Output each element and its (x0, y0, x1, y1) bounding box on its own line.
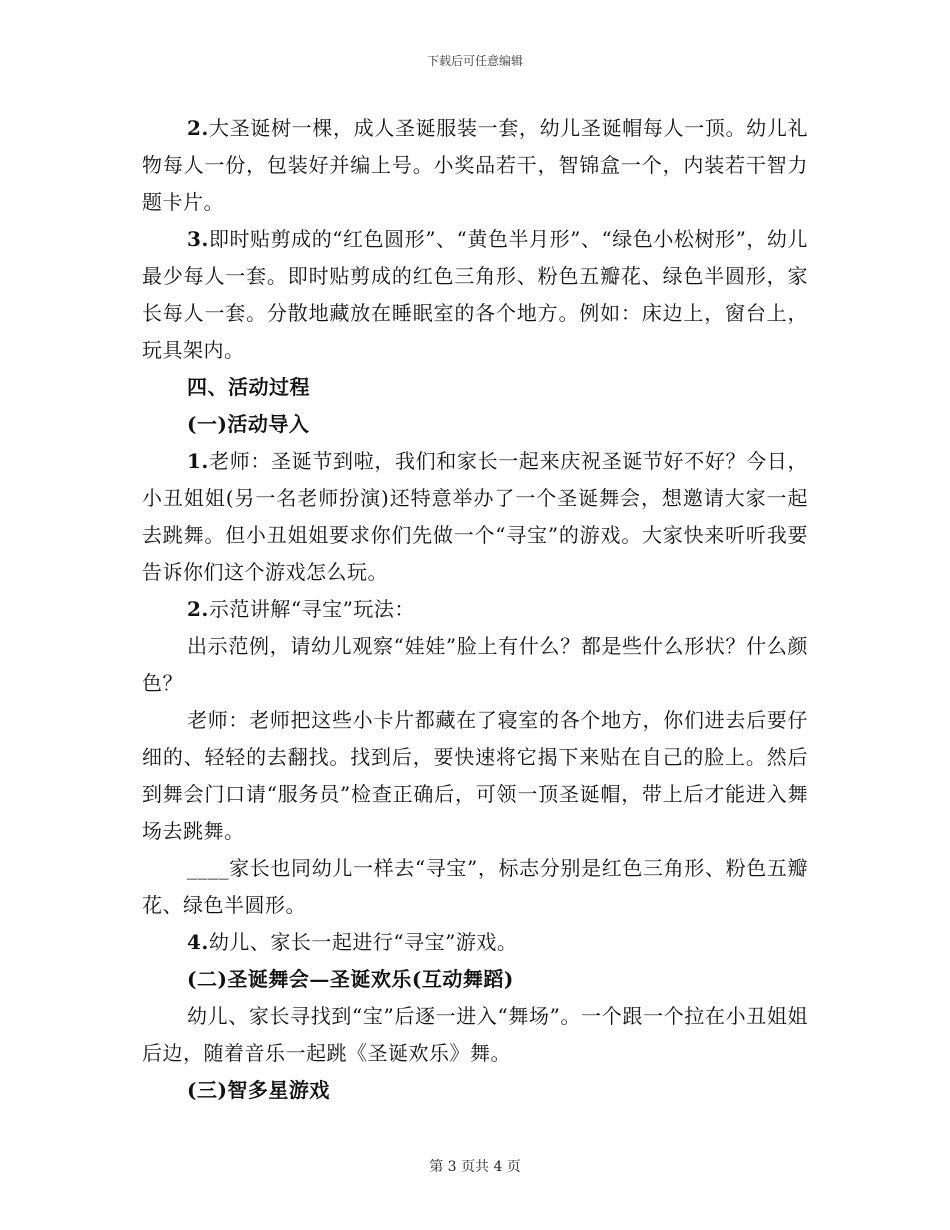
paragraph-parents: ____家长也同幼儿一样去“寻宝”，标志分别是红色三角形、粉色五瓣花、绿色半圆形。 (142, 856, 808, 917)
page-header: 下载后可任意编辑 (426, 54, 523, 68)
paragraph-intro-4: 4.幼儿、家长一起进行“寻宝”游戏。 (187, 930, 518, 954)
page-footer: 第 3 页共 4 页 (429, 1159, 521, 1175)
paragraph-dance: 幼儿、家长寻找到“宝”后逐一进入“舞场”。一个跟一个拉在小丑姐姐后边，随着音乐一起跳《圣诞欢乐》舞。 (142, 1004, 808, 1065)
paragraph-example: 出示范例，请幼儿观察“娃娃”脸上有什么？都是些什么形状？什么颜色？ (142, 634, 808, 695)
subheading-dance: (二)圣诞舞会—圣诞欢乐(互动舞蹈) (187, 967, 514, 991)
subheading-quiz: (三)智多星游戏 (187, 1078, 330, 1102)
paragraph-intro-1: 1.老师：圣诞节到啦，我们和家长一起来庆祝圣诞节好不好？今日，小丑姐姐(另一名老师扮演)还特意举办了一个圣诞舞会，想邀请大家一起去跳舞。但小丑姐姐要求你们先做一个“寻宝”的游戏。大家快来听听我要告诉你们这个游戏怎么玩。 (142, 449, 808, 584)
paragraph-teacher: 老师：老师把这些小卡片都藏在了寝室的各个地方，你们进去后要仔细的、轻轻的去翻找。找到后，要快速将它揭下来贴在自己的脸上。然后到舞会门口请“服务员”检查正确后，可领一顶圣诞帽，带上后才能进入舞场去跳舞。 (142, 708, 808, 843)
document-body (142, 110, 808, 1109)
paragraph-materials-2: 2.大圣诞树一棵，成人圣诞服装一套，幼儿圣诞帽每人一顶。幼儿礼物每人一份，包装好并编上号。小奖品若干，智锦盒一个，内装若干智力题卡片。 (142, 116, 808, 214)
paragraph-materials-3: 3.即时贴剪成的“红色圆形”、“黄色半月形”、“绿色小松树形”，幼儿最少每人一套。即时贴剪成的红色三角形、粉色五瓣花、绿色半圆形，家长每人一套。分散地藏放在睡眠室的各个地方。例如：床边上，窗台上，玩具架内。 (142, 227, 808, 362)
section-heading-process: 四、活动过程 (187, 375, 310, 399)
subheading-intro: (一)活动导入 (187, 412, 310, 436)
paragraph-intro-2: 2.示范讲解“寻宝”玩法： (187, 597, 415, 621)
